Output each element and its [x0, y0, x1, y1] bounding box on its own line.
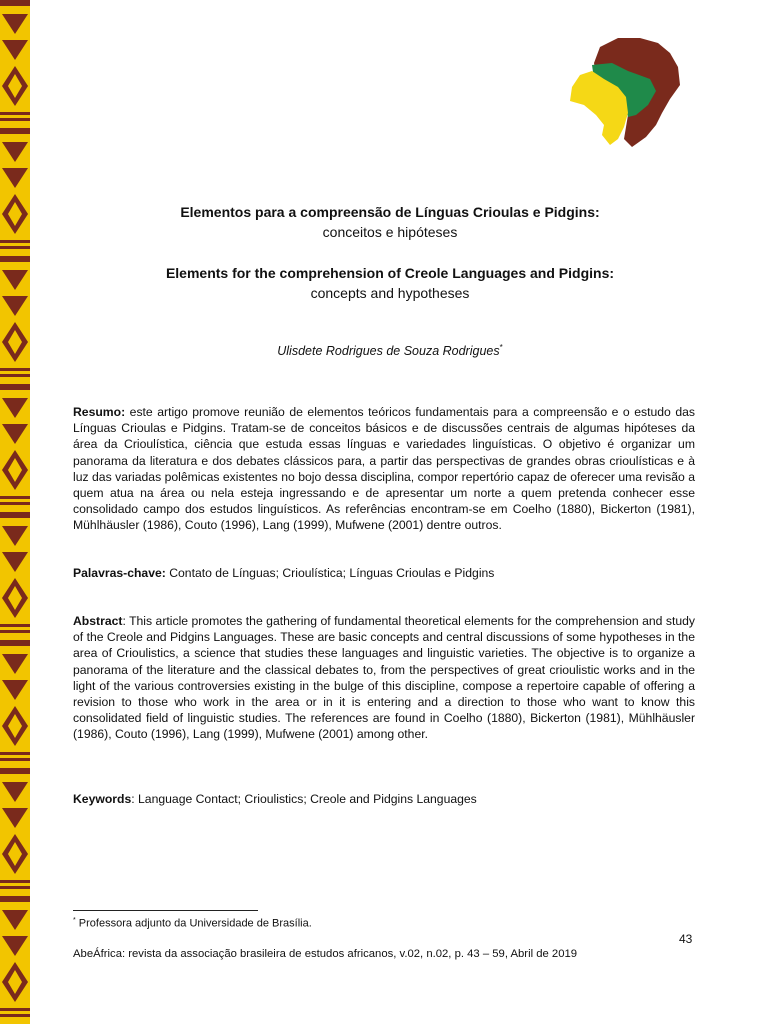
- border-line: [0, 886, 30, 889]
- border-line: [0, 630, 30, 633]
- author-footnote-mark: *: [499, 343, 503, 352]
- title-portuguese: [60, 202, 720, 242]
- abstract-text: : This article promotes the gathering of fundamental theoretical elements for the comprehension and study of the Creole and Pidgins Languages. These are basic concepts and central discussions of some hypotheses in the area of Crioulistics, a science that studies these languages and linguistic varieties. The objective is to organize a panorama of the literature and the classical debates to, from the perspectives of great crioulistic works and in the light of the various controversies existing in the bulge of this discipline, compose a repertoire capable of offering a revision to those who work in the area or in it is entering and a direction to those who want to know this consolidated field of linguistic studies. The references are found in Coelho (1880), Bickerton (1981), Mühlhäusler (1986), Couto (1996), Lang (1999), Mufwene (2001) among other.: [73, 614, 695, 742]
- title-pt-main: Elementos para a compreensão de Línguas Crioulas e Pidgins:: [180, 204, 600, 220]
- title-english: [60, 263, 720, 303]
- border-line: [0, 496, 30, 499]
- border-line: [0, 240, 30, 243]
- footnote: [73, 917, 312, 930]
- border-triangle: [2, 680, 28, 700]
- title-en-main: Elements for the comprehension of Creole Languages and Pidgins:: [165, 265, 615, 281]
- title-pt-sub: conceitos e hipóteses: [322, 224, 458, 240]
- border-band: [0, 384, 30, 390]
- footnote-divider: [73, 910, 258, 911]
- resumo-paragraph: [73, 404, 695, 534]
- border-band: [0, 640, 30, 646]
- border-line: [0, 368, 30, 371]
- border-triangle: [2, 424, 28, 444]
- palavras-text: Contato de Línguas; Crioulística; Línguas Crioulas e Pidgins: [165, 566, 495, 580]
- border-triangle: [2, 526, 28, 546]
- border-band: [0, 256, 30, 262]
- border-band: [0, 512, 30, 518]
- border-line: [0, 1008, 30, 1011]
- border-triangle: [2, 296, 28, 316]
- border-line: [0, 502, 30, 505]
- keywords-paragraph: [73, 791, 695, 807]
- border-triangle: [2, 270, 28, 290]
- footnote-text: Professora adjunto da Universidade de Brasília.: [75, 917, 312, 930]
- pattern-graphic: [0, 0, 30, 1024]
- border-triangle: [2, 910, 28, 930]
- border-triangle: [2, 40, 28, 60]
- border-line: [0, 118, 30, 121]
- border-triangle: [2, 398, 28, 418]
- border-triangle: [2, 782, 28, 802]
- border-line: [0, 1014, 30, 1017]
- title-en-sub: concepts and hypotheses: [310, 285, 470, 301]
- abstract-paragraph: [73, 613, 695, 743]
- border-line: [0, 880, 30, 883]
- border-triangle: [2, 552, 28, 572]
- border-triangle: [2, 808, 28, 828]
- border-triangle: [2, 936, 28, 956]
- border-band: [0, 896, 30, 902]
- border-line: [0, 246, 30, 249]
- abstract-label: Abstract: [73, 614, 123, 628]
- border-triangle: [2, 14, 28, 34]
- african-pattern-border: [0, 0, 30, 1024]
- africa-map-logo: [566, 35, 684, 150]
- resumo-text: este artigo promove reunião de elementos teóricos fundamentais para a compreensão e o estudo das Línguas Crioulas e Pidgins. Tratam-se de conceitos básicos e de discussões centrais de algumas hipóteses da área da Crioulística, ciência que estuda essas línguas e variedades linguísticas. O objetivo é organizar um panorama da literatura e dos debates clássicos para, a partir das perspectivas de grandes obras crioulísticas e à luz das variadas polêmicas existentes no bojo dessa disciplina, compor repertório capaz de oferecer uma revisão a quem atua na área ou nela esteja ingressando e de apresentar um norte a quem pretenda conhecer esse consolidado campo dos estudos linguísticos. As referências encontram-se em Coelho (1880), Bickerton (1981), Mühlhäusler (1986), Couto (1996), Lang (1999), Mufwene (2001) dentre outros.: [73, 405, 695, 533]
- border-line: [0, 624, 30, 627]
- palavras-chave-paragraph: [73, 565, 695, 581]
- keywords-label: Keywords: [73, 792, 132, 806]
- border-band: [0, 768, 30, 774]
- page-number: 43: [679, 932, 693, 946]
- resumo-label: Resumo:: [73, 405, 126, 419]
- journal-citation: AbeÁfrica: revista da associação brasileira de estudos africanos, v.02, n.02, p. 43 – 59, Abril de 2019: [73, 948, 578, 960]
- border-triangle: [2, 168, 28, 188]
- border-line: [0, 112, 30, 115]
- border-triangle: [2, 654, 28, 674]
- author-name: Ulisdete Rodrigues de Souza Rodrigues: [277, 344, 500, 359]
- author-line: [60, 343, 720, 358]
- border-line: [0, 752, 30, 755]
- border-line: [0, 374, 30, 377]
- border-band: [0, 128, 30, 134]
- palavras-label: Palavras-chave:: [73, 566, 166, 580]
- footnote-mark: *: [73, 917, 76, 924]
- keywords-text: : Language Contact; Crioulistics; Creole and Pidgins Languages: [131, 792, 477, 806]
- border-band: [0, 0, 30, 6]
- border-triangle: [2, 142, 28, 162]
- border-line: [0, 758, 30, 761]
